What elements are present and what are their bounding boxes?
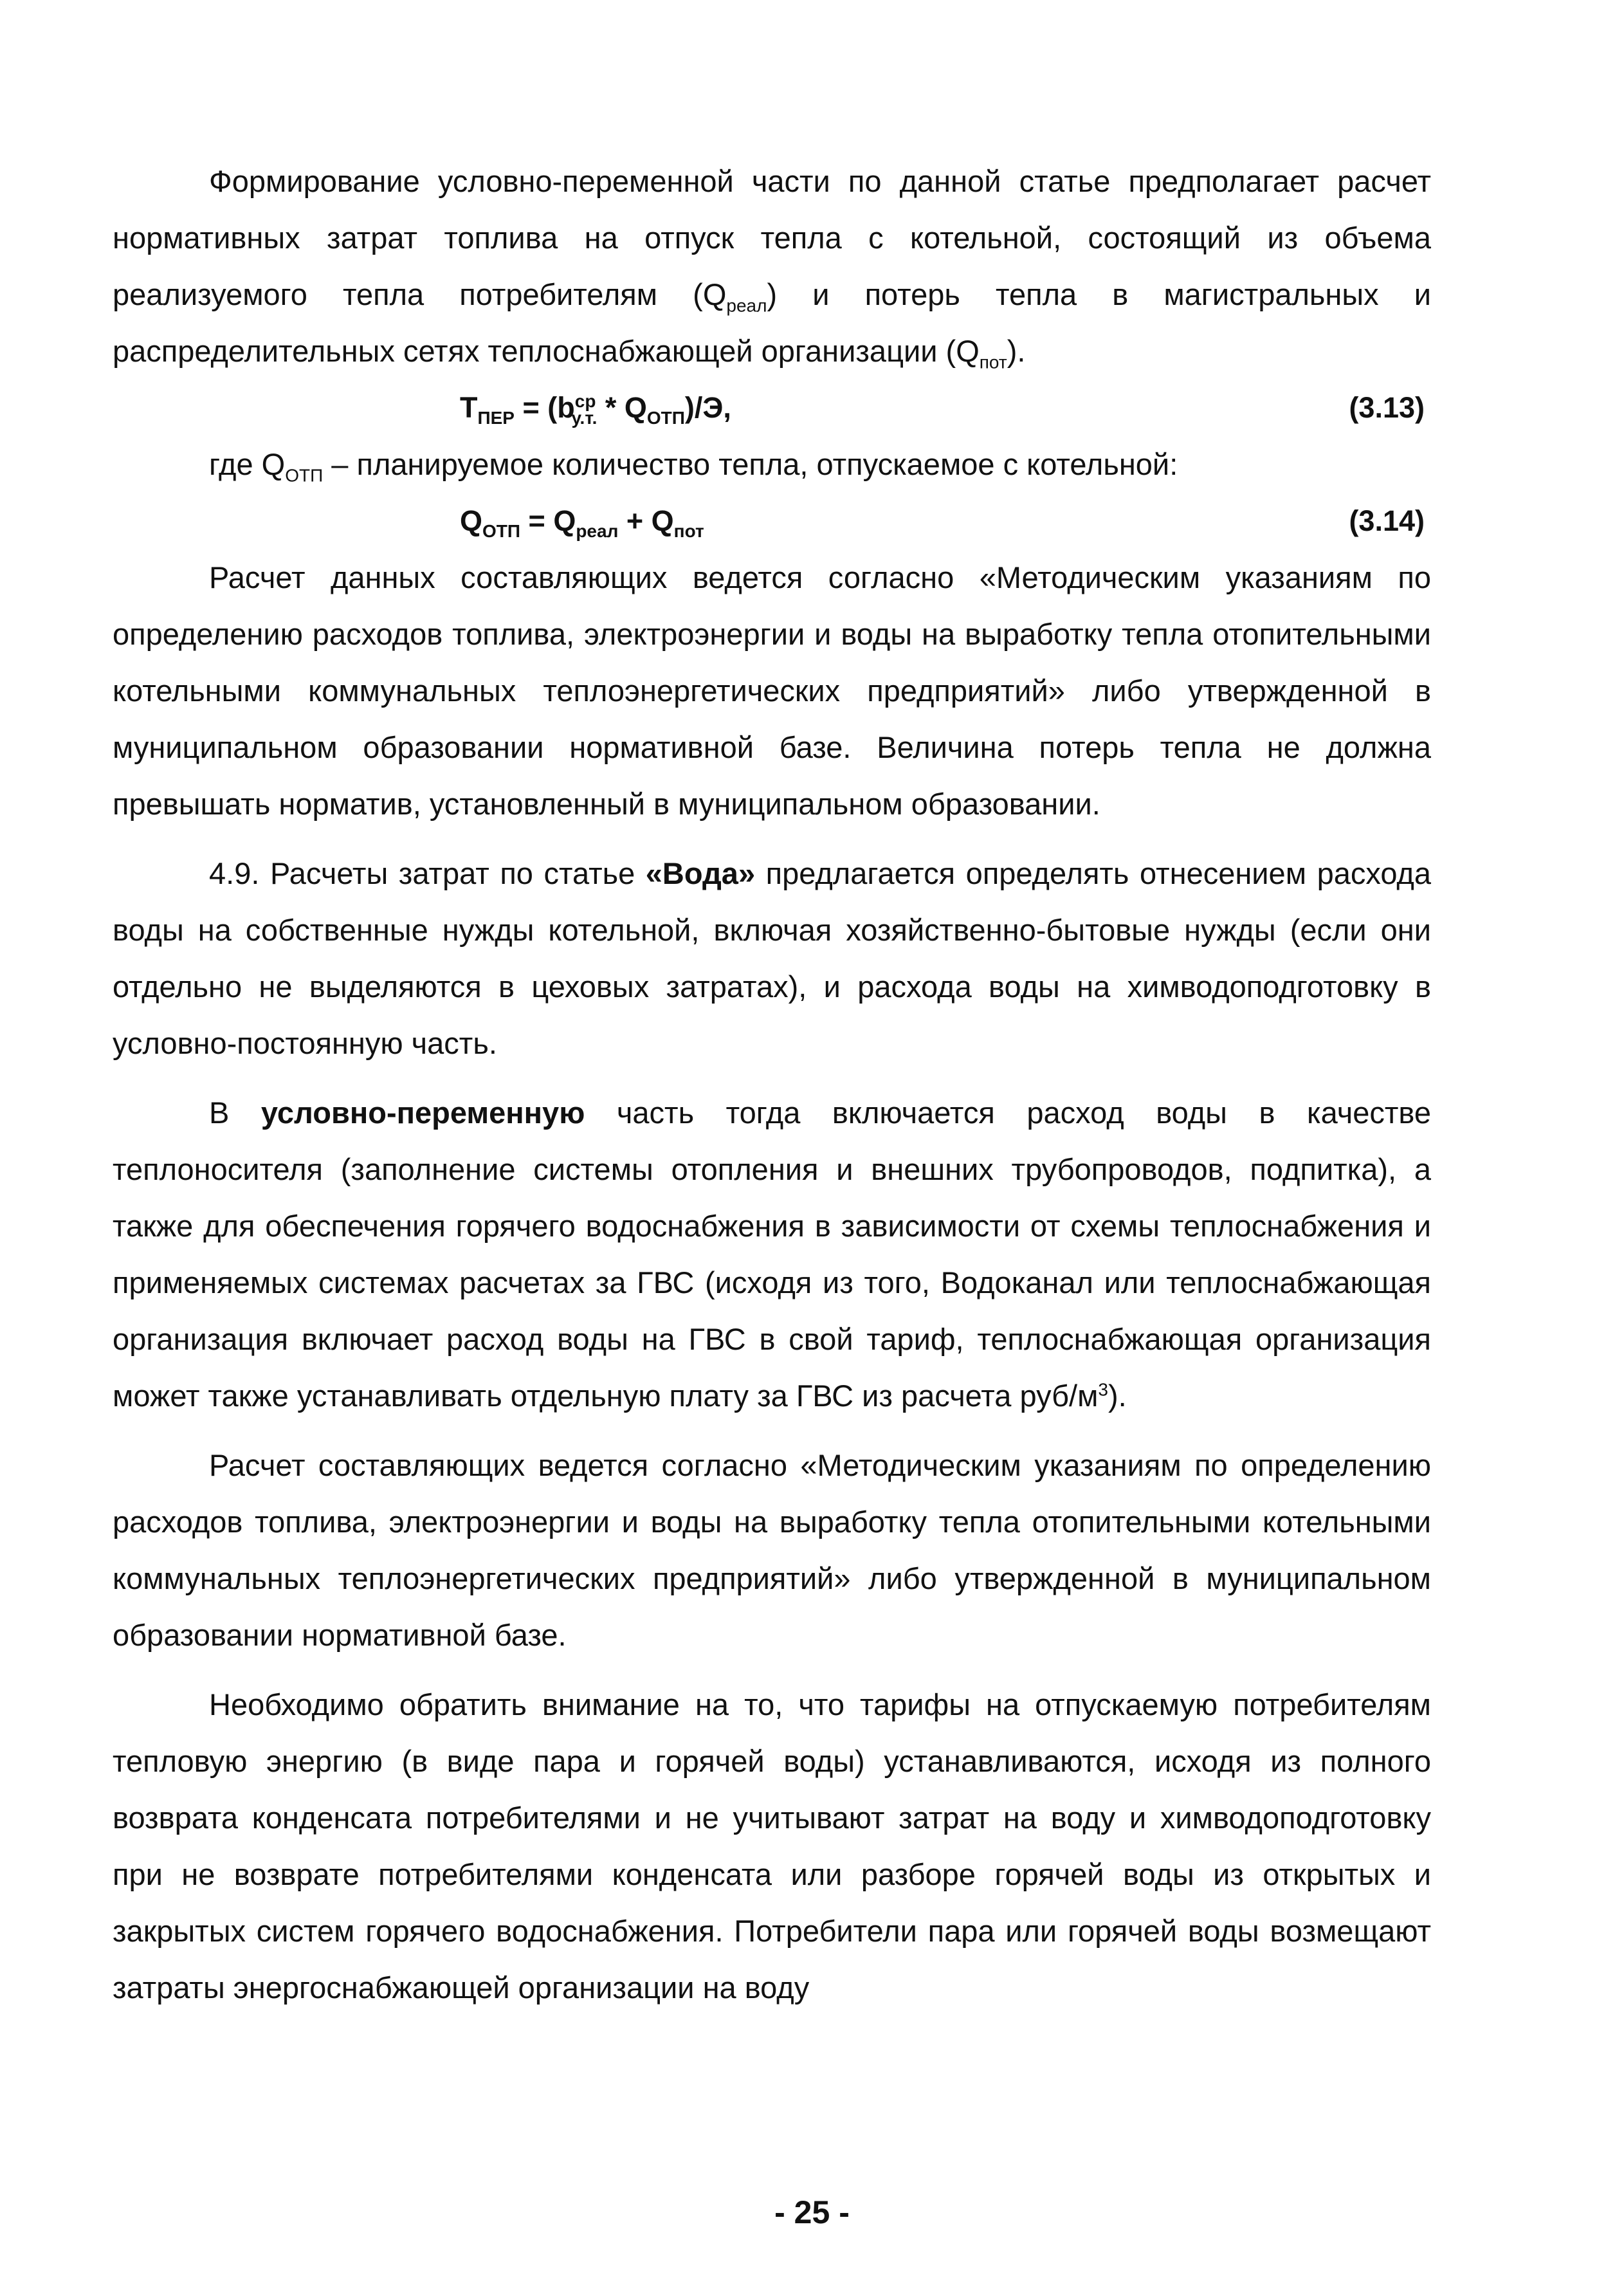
- paragraph-where: где $Q_{ОТП}$ – планируемое количество тепла, отпускаемое с котельной:: [209, 447, 1178, 486]
- paragraph-3: 4.9. Расчеты затрат по статье «Вода» предлагается определять отнесением расхода воды на собственные нужды котельной, включая хозяйственно-бытовые нужды (если они отдельно не выделяются в цеховых затратах), и расхода воды на химводоподготовку в условно-постоянную часть.: [113, 856, 1431, 1060]
- paragraph-6: Необходимо обратить внимание на то, что тарифы на отпускаемую потребителям тепловую энергию (в виде пара и горячей воды) устанавливаются, исходя из полного возврата конденсата потребителями и не учитывают затрат на воду и химводоподготовку при не возврате потребителями конденсата или разборе горячей воды из открытых и закрытых систем горячего водоснабжения. Потребители пара или горячей воды возмещают затраты энергоснабжающей организации на воду: [113, 1687, 1431, 2005]
- paragraph-1: Формирование условно-переменной части по данной статье предполагает расчет нормативных затрат топлива на отпуск тепла с котельной, состоящий из объема реализуемого тепла потребителям $(Q_{реал})$ и потерь тепла в магистральных и распределительных сетях теплоснабжающей организации $(Q_{пот})$.: [113, 164, 1431, 372]
- paragraph-5: Расчет составляющих ведется согласно «Методическим указаниям по определению расходов топлива, электроэнергии и воды на выработку тепла отопительными котельными коммунальных теплоэнергетических предприятий» либо утвержденной в муниципальном образовании нормативной базе.: [113, 1448, 1431, 1652]
- formula-3-13: [113, 380, 1431, 436]
- subscript: пот: [979, 352, 1007, 372]
- page-number: - 25 -: [774, 2194, 850, 2230]
- page-body: [113, 153, 1431, 2016]
- formula-number: (3.13): [1349, 391, 1425, 424]
- paragraph-4: В условно-переменную часть тогда включается расход воды в качестве теплоносителя (заполнение системы отопления и внешних трубопроводов, подпитка), а также для обеспечения горячего водоснабжения в зависимости от схемы теплоснабжения и применяемых системах расчетах за ГВС (исходя из того, Водоканал или теплоснабжающая организация включает расход воды на ГВС в свой тариф, теплоснабжающая организация может также устанавливать отдельную плату за ГВС из расчета руб/$м^3$).: [113, 1096, 1431, 1413]
- formula-number: (3.14): [1349, 504, 1425, 537]
- formula-expression: $Q_{ОТП} = Q_{реал} + Q_{пот}$: [460, 504, 704, 541]
- formula-3-14: [113, 493, 1431, 549]
- formula-expression: $Т_{ПЕР} = (b^{ср}_{у.т.} * Q_{ОТП})/Э$,: [460, 391, 731, 428]
- subscript: реал: [726, 295, 767, 316]
- paragraph-2: Расчет данных составляющих ведется согласно «Методическим указаниям по определению расходов топлива, электроэнергии и воды на выработку тепла отопительными котельными коммунальных теплоэнергетических предприятий» либо утвержденной в муниципальном образовании нормативной базе. Величина потерь тепла не должна превышать норматив, установленный в муниципальном образовании.: [113, 560, 1431, 821]
